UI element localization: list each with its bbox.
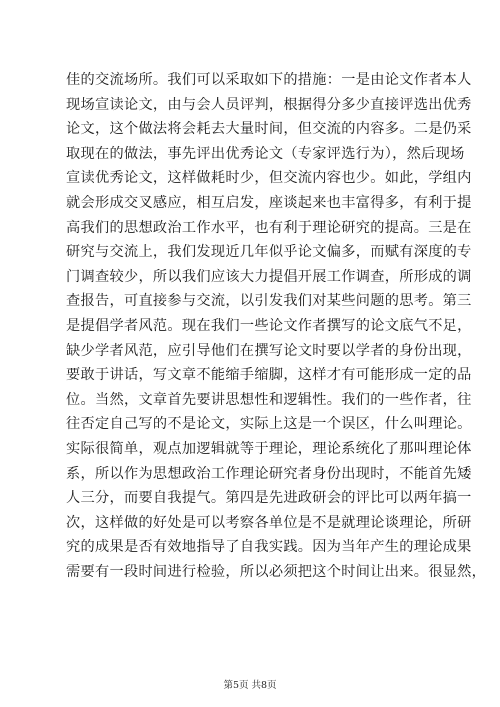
text-line: 论文，这个做法将会耗去大量时间，但交流的内容多。二是仍采 bbox=[66, 121, 472, 138]
body-text bbox=[66, 68, 487, 584]
text-line: 往否定自己写的不是论文，实际上这是一个误区，什么叫理论。 bbox=[66, 416, 472, 433]
text-line: 查报告，可直接参与交流，以引发我们对某些问题的思考。第三 bbox=[66, 293, 472, 310]
text-line: 实际很简单，观点加逻辑就等于理论，理论系统化了那叫理论体 bbox=[66, 440, 472, 457]
text-line: 究的成果是否有效地指导了自我实践。因为当年产生的理论成果 bbox=[66, 539, 472, 556]
text-line: 缺少学者风范，应引导他们在撰写论文时要以学者的身份出现， bbox=[66, 342, 472, 359]
text-line: 位。当然，文章首先要讲思想性和逻辑性。我们的一些作者，往 bbox=[66, 391, 472, 408]
text-line: 次，这样做的好处是可以考察各单位是不是就理论谈理论，所研 bbox=[66, 514, 472, 531]
text-line: 人三分，而要自我提气。第四是先进政研会的评比可以两年搞一 bbox=[66, 490, 472, 507]
text-line: 取现在的做法，事先评出优秀论文（专家评选行为），然后现场 bbox=[66, 145, 465, 162]
text-line: 要敢于讲话，写文章不能缩手缩脚，这样才有可能形成一定的品 bbox=[66, 367, 472, 384]
text-line: 需要有一段时间进行检验，所以必须把这个时间让出来。很显然， bbox=[66, 563, 487, 580]
text-line: 现场宣读论文，由与会人员评判，根据得分多少直接评选出优秀 bbox=[66, 96, 472, 113]
text-line: 系，所以作为思想政治工作理论研究者身份出现时，不能首先矮 bbox=[66, 465, 472, 482]
text-line: 高我们的思想政治工作水平，也有利于理论研究的提高。三是在 bbox=[66, 219, 472, 236]
text-line: 研究与交流上，我们发现近几年似乎论文偏多，而赋有深度的专 bbox=[66, 244, 472, 261]
page-number-footer: 第5页 共8页 bbox=[223, 680, 277, 691]
text-line: 门调查较少，所以我们应该大力提倡开展工作调查，所形成的调 bbox=[66, 268, 472, 285]
text-line: 是提倡学者风范。现在我们一些论文作者撰写的论文底气不足， bbox=[66, 317, 472, 334]
text-line: 佳的交流场所。我们可以采取如下的措施：一是由论文作者本人 bbox=[66, 72, 472, 88]
text-line: 就会形成交叉感应，相互启发，座谈起来也丰富得多，有利于提 bbox=[66, 194, 472, 211]
text-line: 宣读优秀论文，这样做耗时少，但交流内容也少。如此，学组内 bbox=[66, 170, 472, 187]
